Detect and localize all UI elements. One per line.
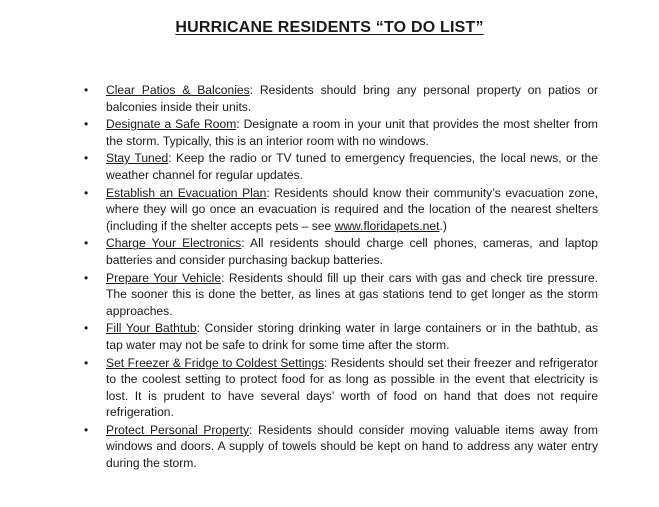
bullet-icon: •	[84, 321, 89, 336]
bullet-icon: •	[84, 117, 89, 132]
item-text: : Consider storing drinking water in large containers or in the bathtub, as tap water may not be safe to drink for some time after the storm.	[106, 321, 598, 352]
item-text: : Residents should know their community’s evacuation zone, where they will go once an evacuation is required and the location of the nearest shelters (including if the shelter accepts pets – see	[106, 185, 598, 233]
list-item	[82, 270, 598, 320]
item-heading: Charge Your Electronics	[106, 236, 242, 251]
list-item	[82, 320, 598, 353]
website-link[interactable]: www.floridapets.net	[334, 218, 440, 233]
list-item	[82, 116, 598, 149]
bullet-icon: •	[84, 151, 89, 166]
bullet-icon: •	[84, 236, 89, 251]
bullet-icon: •	[84, 185, 89, 200]
list-item	[82, 422, 598, 472]
item-heading: Fill Your Bathtub	[106, 321, 197, 336]
bullet-icon: •	[84, 83, 89, 97]
item-text-after: .)	[439, 218, 447, 233]
bullet-icon: •	[84, 422, 89, 437]
item-heading: Stay Tuned	[106, 151, 169, 166]
item-text: : Keep the radio or TV tuned to emergency frequencies, the local news, or the weather channel for regular updates.	[106, 151, 598, 182]
bullet-icon: •	[84, 270, 89, 285]
item-text: : Residents should consider moving valuable items away from windows and doors. A supply of towels should be kept on hand to address any water entry during the storm.	[106, 422, 598, 471]
document-title: HURRICANE RESIDENTS “TO DO LIST”	[175, 19, 484, 36]
item-heading: Prepare Your Vehicle	[106, 270, 222, 285]
list-item	[82, 355, 598, 421]
item-heading: Designate a Safe Room	[106, 117, 237, 132]
todo-list	[82, 82, 598, 473]
item-heading: Set Freezer & Fridge to Coldest Settings	[106, 355, 325, 370]
item-text: : Designate a room in your unit that provides the most shelter from the storm. Typically, this is an interior room with no windows.	[106, 117, 599, 148]
item-text: : All residents should charge cell phones, cameras, and laptop batteries and consider purchasing backup batteries.	[106, 236, 599, 267]
list-item	[82, 82, 598, 115]
list-item	[82, 185, 598, 235]
item-text: : Residents should set their freezer and refrigerator to the coolest setting to protect food for as long as possible in the event that electricity is lost. It is prudent to have several days’ worth of food on hand that does not require refrigeration.	[106, 355, 599, 420]
item-heading: Establish an Evacuation Plan	[106, 185, 267, 200]
item-heading: Protect Personal Property	[106, 422, 250, 437]
list-item	[82, 150, 598, 183]
item-heading: Clear Patios & Balconies	[106, 83, 250, 97]
item-text: : Residents should bring any personal property on patios or balconies inside their units.	[106, 83, 598, 114]
item-text: : Residents should fill up their cars with gas and check tire pressure. The sooner this is done the better, as lines at gas stations tend to get longer as the storm approaches.	[106, 270, 598, 318]
bullet-icon: •	[84, 355, 89, 370]
list-item	[82, 235, 598, 268]
